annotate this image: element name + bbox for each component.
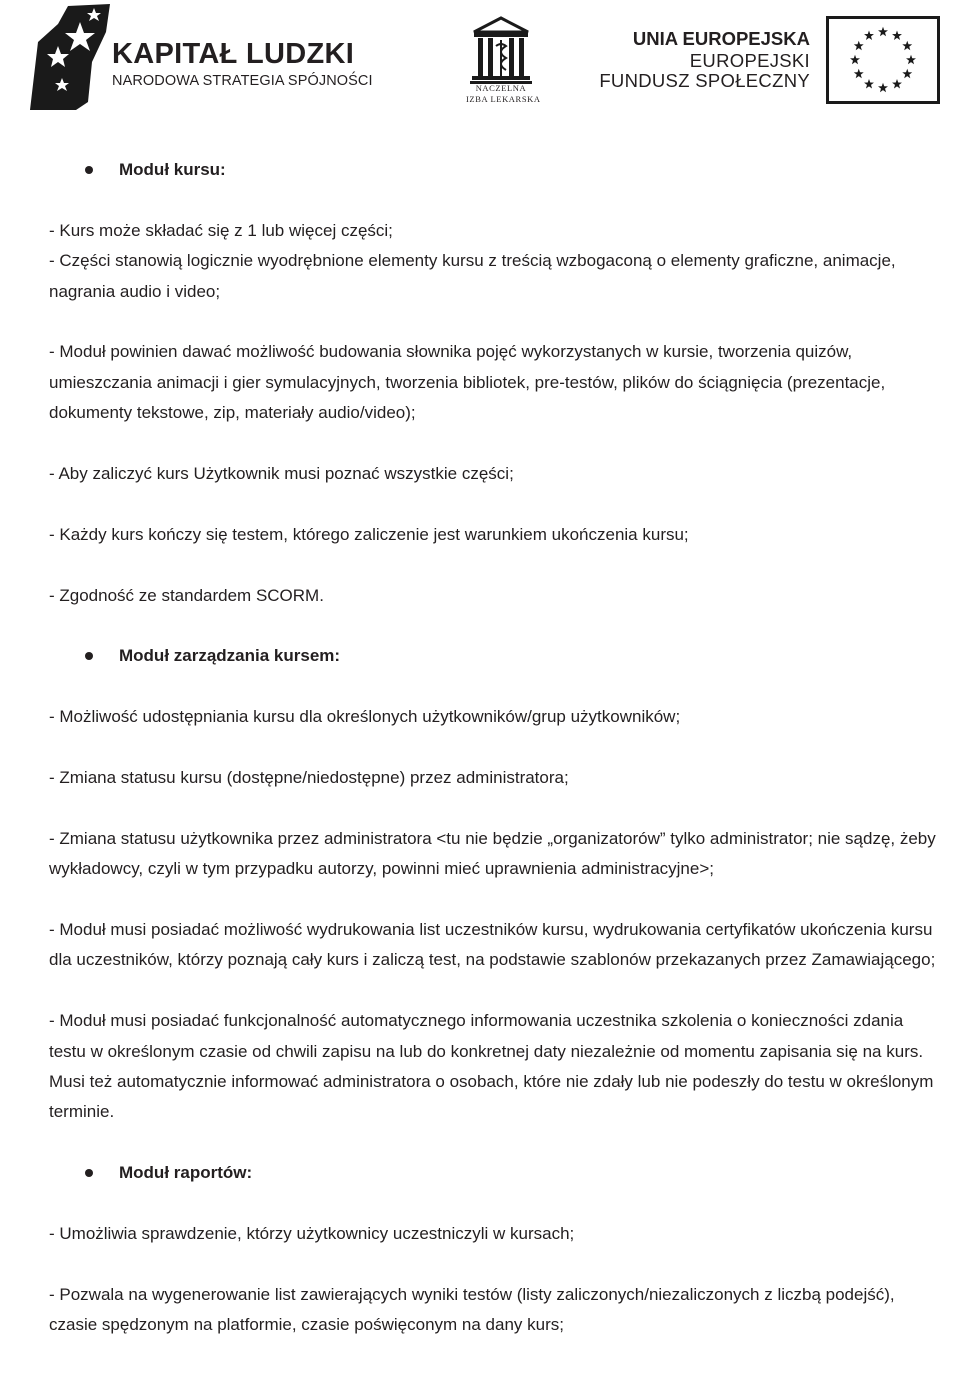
- izba-line-2: IZBA LEKARSKA: [466, 94, 541, 104]
- heading-text: Moduł raportów:: [119, 1163, 253, 1183]
- page-header: [0, 0, 960, 112]
- section-heading-course-module: [49, 155, 938, 185]
- bullet-icon: [85, 1169, 93, 1177]
- kapital-ludzki-subtitle: NARODOWA STRATEGIA SPÓJNOŚCI: [112, 73, 373, 89]
- ue-line-2: EUROPEJSKI: [689, 50, 810, 71]
- paragraph: - Aby zaliczyć kurs Użytkownik musi poznać wszystkie części;: [49, 464, 514, 484]
- paragraph: - Możliwość udostępniania kursu dla określonych użytkowników/grup użytkowników;: [49, 707, 681, 727]
- paragraph: - Umożliwia sprawdzenie, którzy użytkownicy uczestniczyli w kursach;: [49, 1224, 575, 1244]
- section-heading-reports: [49, 1158, 938, 1188]
- kapital-ludzki-logo: [28, 2, 118, 112]
- paragraph: - Kurs może składać się z 1 lub więcej części;: [49, 220, 393, 240]
- heading-text: Moduł zarządzania kursem:: [119, 646, 341, 666]
- kapital-ludzki-title: KAPITAŁ LUDZKI: [112, 38, 355, 70]
- heading-text: Moduł kursu:: [119, 160, 226, 179]
- paragraph: - Zgodność ze standardem SCORM.: [49, 585, 324, 605]
- izba-line-1: NACZELNA: [475, 83, 527, 93]
- bullet-icon: [85, 166, 93, 174]
- bullet-icon: [85, 652, 93, 660]
- paragraph: - Każdy kurs kończy się testem, którego zaliczenie jest warunkiem ukończenia kursu;: [49, 524, 689, 544]
- section-heading-course-management: [49, 641, 938, 671]
- paragraph-text: - Zmiana statusu użytkownika przez administratora <tu nie będzie „organizatorów” tylko administrator; nie sądzę, żeby wykładowcy, czyli w tym przypadku autorzy, powinni mieć uprawnienia administracyjne>: [49, 828, 936, 879]
- paragraph: - Zmiana statusu kursu (dostępne/niedostępne) przez administratora;: [49, 768, 569, 787]
- paragraph: [49, 824, 938, 885]
- document-body: [49, 155, 938, 1341]
- ue-line-1: UNIA EUROPEJSKA: [632, 28, 810, 49]
- eu-flag-logo: [826, 16, 940, 104]
- paragraph: - Pozwala na wygenerowanie list zawierających wyniki testów (listy zaliczonych/niezaliczonych z liczbą podejść), czasie spędzonym na platformie, czasie poświęconym na dany kurs;: [49, 1284, 895, 1335]
- paragraph: - Części stanowią logicznie wyodrębnione elementy kursu z treścią wzbogaconą o elementy graficzne, animacje, nagrania audio i video;: [49, 251, 896, 301]
- underlined-semicolon: ;: [709, 859, 715, 879]
- ue-line-3: FUNDUSZ SPOŁECZNY: [599, 70, 810, 91]
- paragraph: - Moduł musi posiadać funkcjonalność automatycznego informowania uczestnika szkolenia o konieczności zdania testu w określonym czasie od chwili zapisu na lub do konkretnej daty niezależnie od momentu zapisania się na kurs. Musi też automatycznie informować administratora o osobach, które nie zdały lub nie podeszły do testu w określonym terminie.: [49, 1011, 934, 1122]
- paragraph: - Moduł powinien dawać możliwość budowania słownika pojęć wykorzystanych w kursie, tworzenia quizów, umieszczania animacji i gier symulacyjnych, tworzenia bibliotek, pre-testów, plików do ściągnięcia (prezentacje, dokumenty tekstowe, zip, materiały audio/video);: [49, 342, 886, 423]
- paragraph: - Moduł musi posiadać możliwość wydrukowania list uczestników kursu, wydrukowania certyfikatów ukończenia kursu dla uczestników, którzy poznają cały kurs i zaliczą test, na podstawie szablonów przekazanych przez Zamawiającego;: [49, 920, 936, 970]
